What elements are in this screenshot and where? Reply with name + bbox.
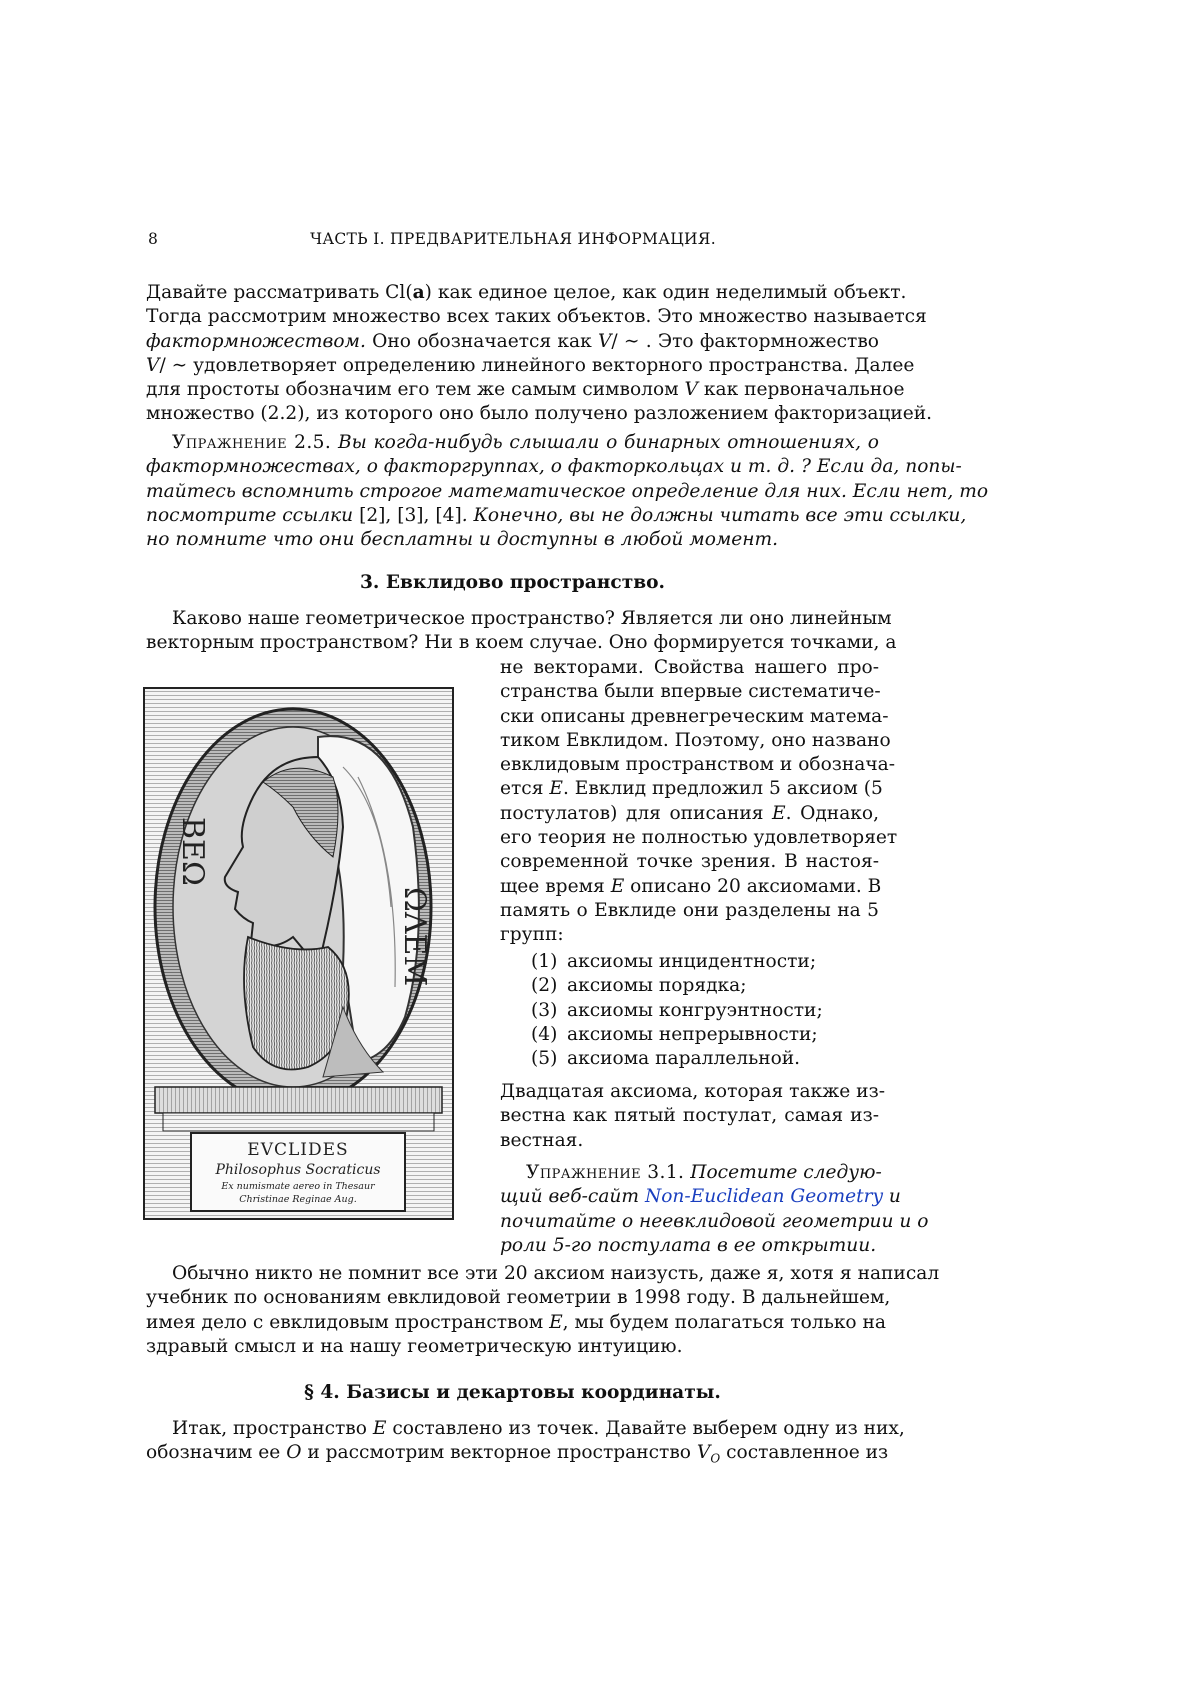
text-line: почитайте о неевклидовой геометрии и о <box>500 1210 929 1232</box>
text-line: постулатов) для описания E. Однако, <box>500 802 880 824</box>
text-line: Каково наше геометрическое пространство? Является ли оно линейным <box>172 608 892 629</box>
page-number: 8 <box>148 230 159 248</box>
text-line: вестна как пятый постулат, самая из- <box>500 1105 879 1127</box>
text-line: здравый смысл и на нашу геометрическую интуицию. <box>146 1335 683 1357</box>
section3-wrap-text <box>500 656 898 948</box>
paragraph-factor-set <box>146 281 933 427</box>
list-item: (1) аксиомы инцидентности; <box>531 951 817 972</box>
text-line: современной точке зрения. В настоя- <box>500 851 879 873</box>
text-line: фактормножеством. Оно обозначается как V/ ∼ . Это фактормножество <box>146 330 879 352</box>
text-line: память о Евклиде они разделены на 5 <box>500 899 879 921</box>
text-line: вестная. <box>500 1129 584 1151</box>
non-euclidean-geometry-link[interactable]: Non-Euclidean Geometry <box>644 1186 883 1208</box>
text-line: фактормножествах, о факторгруппах, о факторкольцах и т. д. ? Если да, попы- <box>146 456 962 478</box>
section3-intro <box>146 607 897 656</box>
running-title: ЧАСТЬ I. ПРЕДВАРИТЕЛЬНАЯ ИНФОРМАЦИЯ. <box>310 230 716 248</box>
running-header <box>148 230 878 254</box>
text-line: Упражнение 2.5. Вы когда-нибудь слышали о бинарных отношениях, о <box>172 432 879 453</box>
exercise-label: Упражнение 3.1. <box>526 1162 685 1183</box>
paragraph-intuition <box>146 1262 940 1359</box>
text-line: щее время E описано 20 аксиомами. В <box>500 875 882 897</box>
section-heading-4: § 4. Базисы и декартовы координаты. <box>304 1382 721 1403</box>
plaque-name: EVCLIDES <box>247 1140 349 1160</box>
medallion-right-letters: ΩΛΕΜ <box>397 887 432 987</box>
exercise-label: Упражнение 2.5. <box>172 432 332 453</box>
text-line: обозначим ее O и рассмотрим векторное пространство $V_O$ составленное из <box>146 1442 889 1467</box>
axiom-groups-list <box>531 950 879 1071</box>
section-heading-3: 3. Евклидово пространство. <box>359 572 666 593</box>
plaque-subtitle: Philosophus Socraticus <box>215 1162 381 1178</box>
text-line: роли 5-го постулата в ее открытии. <box>500 1234 877 1256</box>
text-line: для простоты обозначим его тем же самым символом V как первоначальное <box>146 379 905 401</box>
plaque-line4: Christinae Reginae Aug. <box>239 1194 357 1205</box>
text-line: евклидовым пространством и обознача- <box>500 754 896 776</box>
text-line: Давайте рассматривать Cl(a) как единое целое, как один неделимый объект. <box>146 282 907 303</box>
fifth-postulate-paragraph <box>500 1080 886 1153</box>
text-line: но помните что они бесплатны и доступны в любой момент. <box>146 529 779 551</box>
text-line: Тогда рассмотрим множество всех таких объектов. Это множество называется <box>146 306 927 328</box>
text-line: щий веб-сайт Non-Euclidean Geometry и <box>500 1186 901 1208</box>
text-line: ется E. Евклид предложил 5 аксиом (5 <box>500 778 883 800</box>
medallion-left-letters: ΒΕΩ <box>175 817 210 886</box>
text-line: имея дело с евклидовым пространством E, мы будем полагаться только на <box>146 1311 887 1333</box>
exercise-3-1 <box>500 1161 929 1258</box>
list-item: (3) аксиомы конгруэнтности; <box>531 999 823 1021</box>
text-line: ски описаны древнегреческим матема- <box>500 705 889 727</box>
list-item: (2) аксиомы порядка; <box>531 975 747 997</box>
text-line: Упражнение 3.1. Посетите следую- <box>526 1162 882 1183</box>
citation-refs[interactable]: [2], [3], [4] <box>359 504 462 526</box>
text-line: посмотрите ссылки [2], [3], [4]. Конечно, вы не должны читать все эти ссылки, <box>146 504 967 526</box>
text-line: групп: <box>500 924 564 946</box>
text-line: Обычно никто не помнит все эти 20 аксиом наизусть, даже я, хотя я написал <box>172 1263 940 1284</box>
text-line: множество (2.2), из которого оно было получено разложением факторизацией. <box>146 403 933 425</box>
euclid-portrait <box>143 687 454 1220</box>
text-line: Двадцатая аксиома, которая также из- <box>500 1081 886 1102</box>
exercise-2-5 <box>146 431 989 552</box>
plaque-line3: Ex numismate aereo in Thesaur <box>221 1181 375 1192</box>
list-item: (5) аксиома параллельной. <box>531 1048 801 1070</box>
text-line: странства были впервые систематиче- <box>500 681 881 703</box>
text-line: его теория не полностью удовлетворяет <box>500 827 898 849</box>
text-line: тиком Евклидом. Поэтому, оно названо <box>500 729 891 751</box>
list-item: (4) аксиомы непрерывности; <box>531 1023 818 1045</box>
text-line: векторным пространством? Ни в коем случае. Оно формируется точками, а <box>146 632 897 654</box>
euclid-engraving-icon <box>143 687 454 1220</box>
text-line: учебник по основаниям евклидовой геометрии в 1998 году. В дальнейшем, <box>146 1287 891 1309</box>
text-line: не векторами. Свойства нашего про- <box>500 657 879 678</box>
text-line: V/ ∼ удовлетворяет определению линейного векторного пространства. Далее <box>146 354 915 376</box>
text-line: тайтесь вспомнить строгое математическое определение для них. Если нет, то <box>146 480 989 502</box>
text-line: Итак, пространство E составлено из точек. Давайте выберем одну из них, <box>172 1418 905 1439</box>
section4-intro <box>146 1417 905 1467</box>
